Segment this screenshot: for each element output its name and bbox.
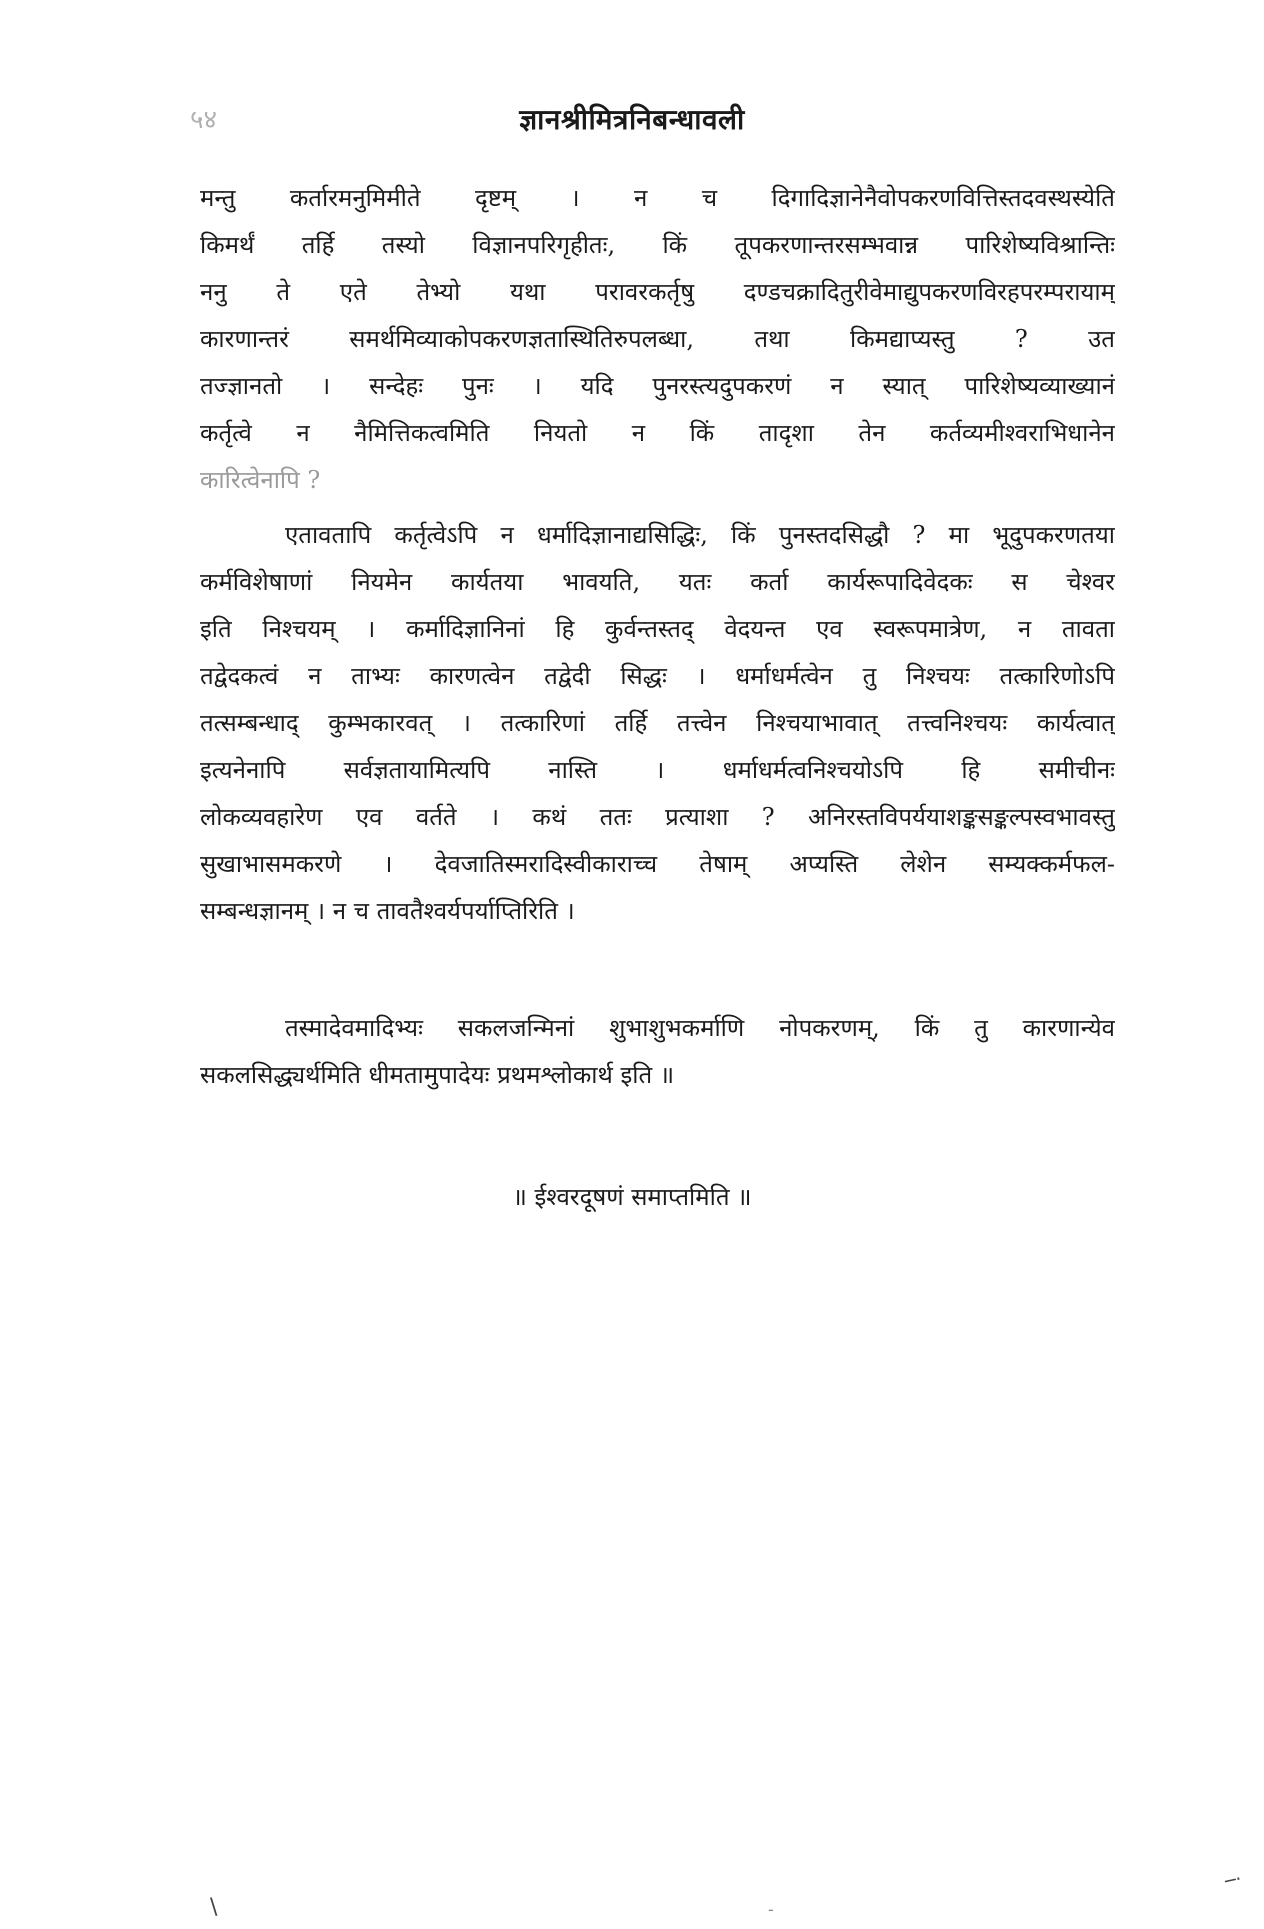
paragraph-line: इत्यनेनापि सर्वज्ञतायामित्यपि नास्ति । धर्माधर्मत्वनिश्चयोऽपि हि समीचीनः — [200, 756, 1115, 784]
paragraph-line: तत्सम्बन्धाद् कुम्भकारवत् । तत्कारिणां तर्हि तत्त्वेन निश्चयाभावात् तत्त्वनिश्चयः कार्यत्वात् — [200, 709, 1115, 737]
page-number: ५४ — [190, 105, 218, 135]
scan-mark-center: - — [768, 1900, 774, 1919]
paragraph-2 — [200, 512, 1115, 935]
paragraph-line: सकलसिद्ध्यर्थमिति धीमतामुपादेयः प्रथमश्लोकार्थ इति ॥ — [200, 1061, 675, 1089]
paragraph-line: तज्ज्ञानतो । सन्देहः पुनः । यदि पुनरस्त्यदुपकरणं न स्यात् पारिशेष्यव्याख्यानं — [200, 372, 1115, 400]
colophon: ॥ ईश्वरदूषणं समाप्तमिति ॥ — [512, 1183, 752, 1211]
paragraph-line: तस्मादेवमादिभ्यः सकलजन्मिनां शुभाशुभकर्माणि नोपकरणम्, किं तु कारणान्येव — [285, 1014, 1115, 1042]
paragraph-line: किमर्थं तर्हि तस्यो विज्ञानपरिगृहीतः, किं तूपकरणान्तरसम्भवान्न पारिशेष्यविश्रान्तिः — [200, 231, 1115, 259]
paragraph-line: कर्तृत्वे न नैमित्तिकत्वमिति नियतो न किं तादृशा तेन कर्तव्यमीश्वराभिधानेन — [200, 419, 1115, 447]
paragraph-line: कारणान्तरं समर्थमिव्याकोपकरणज्ञतास्थितिरुपलब्धा, तथा किमद्याप्यस्तु ? उत — [200, 325, 1115, 353]
paragraph-3 — [200, 1005, 1115, 1099]
scan-mark-bottom: \ — [210, 1895, 218, 1920]
running-head: ज्ञानश्रीमित्रनिबन्धावली — [519, 103, 745, 136]
paragraph-line: कर्मविशेषाणां नियमेन कार्यतया भावयति, यतः कर्ता कार्यरूपादिवेदकः स चेश्वर — [200, 568, 1115, 596]
paragraph-line: सम्बन्धज्ञानम् । न च तावतैश्वर्यपर्याप्तिरिति । — [200, 897, 575, 925]
paragraph-line: लोकव्यवहारेण एव वर्तते । कथं ततः प्रत्याशा ? अनिरस्तविपर्ययाशङ्कसङ्कल्पस्वभावस्तु — [200, 803, 1115, 831]
scan-mark-right: ─· — [1222, 1868, 1244, 1893]
paragraph-line: एतावतापि कर्तृत्वेऽपि न धर्मादिज्ञानाद्यसिद्धिः, किं पुनस्तदसिद्धौ ? मा भूदुपकरणतया — [285, 521, 1115, 549]
paragraph-line: ननु ते एते तेभ्यो यथा परावरकर्तृषु दण्डचक्रादितुरीवेमाद्युपकरणविरहपरम्परायाम् — [200, 278, 1115, 306]
paragraph-1 — [200, 175, 1115, 504]
paragraph-line: तद्वेदकत्वं न ताभ्यः कारणत्वेन तद्वेदी सिद्धः । धर्माधर्मत्वेन तु निश्चयः तत्कारिणोऽपि — [200, 662, 1115, 690]
paragraph-line: इति निश्चयम् । कर्मादिज्ञानिनां हि कुर्वन्तस्तद् वेदयन्त एव स्वरूपमात्रेण, न तावता — [200, 615, 1115, 643]
paragraph-line: मन्तु कर्तारमनुमिमीते दृष्टम् । न च दिगादिज्ञानेनैवोपकरणवित्तिस्तदवस्थस्येति — [200, 184, 1115, 212]
paragraph-line: कारित्वेनापि ? — [200, 466, 321, 494]
paragraph-line: सुखाभासमकरणे । देवजातिस्मरादिस्वीकाराच्च तेषाम् अप्यस्ति लेशेन सम्यक्कर्मफल- — [200, 850, 1115, 878]
